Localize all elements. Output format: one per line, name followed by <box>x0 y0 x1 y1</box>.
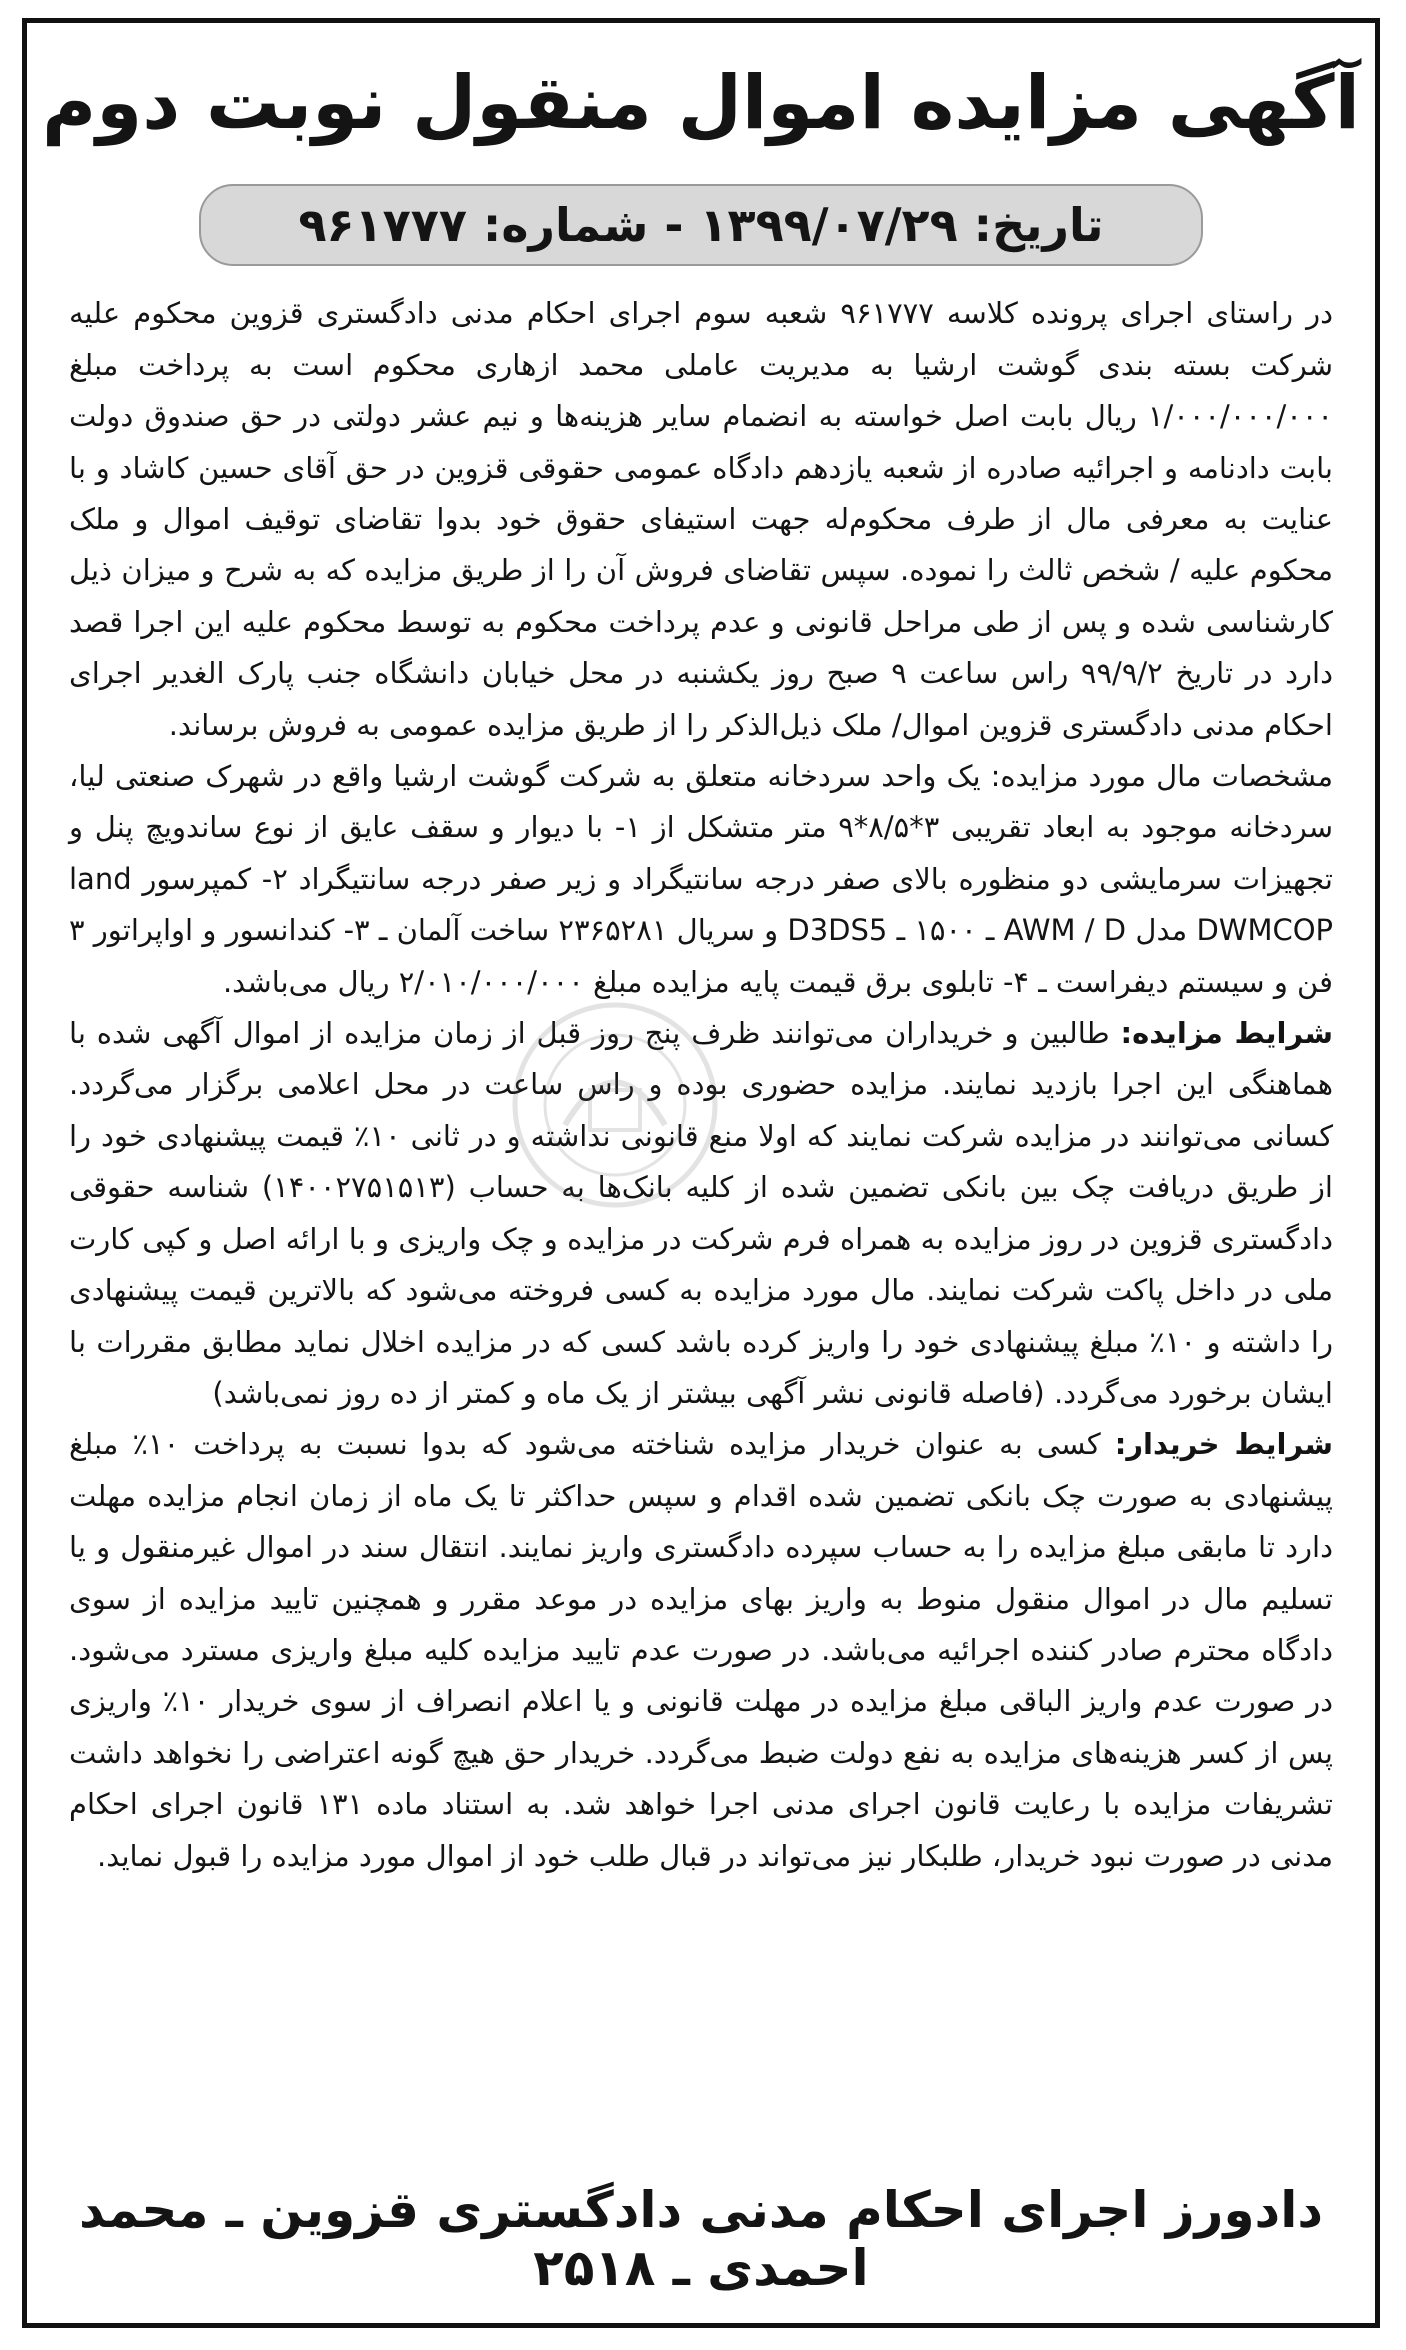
paragraph-intro: در راستای اجرای پرونده کلاسه ۹۶۱۷۷۷ شعبه سوم اجرای احکام مدنی دادگستری قزوین محکوم علیه شرکت بسته بندی گوشت ارشیا به مدیریت عاملی محمد ازهاری محکوم است به پرداخت مبلغ ۱/۰۰۰/۰۰۰/۰۰۰ ریال بابت اصل خواسته به انضمام سایر هزینه‌ها و نیم عشر دولتی در حق صندوق دولت بابت دادنامه و اجرائیه صادره از شعبه یازدهم دادگاه عمومی حقوقی قزوین در حق آقای حسین کاشاد و با عنایت به معرفی مال از طرف محکوم‌له جهت استیفای حقوق خود بدوا تقاضای توقیف اموال و ملک محکوم علیه / شخص ثالث را نموده. سپس تقاضای فروش آن را از طریق مزایده که به شرح و میزان ذیل کارشناسی شده و پس از طی مراحل قانونی و عدم پرداخت محکوم به توسط محکوم علیه این اجرا قصد دارد در تاریخ ۹۹/۹/۲ راس ساعت ۹ صبح روز یکشنبه در محل خیابان دانشگاه جنب پارک الغدیر اجرای احکام مدنی دادگستری قزوین اموال/ ملک ذیل‌الذکر را از طریق مزایده عمومی به فروش برساند. <box>69 296 1334 742</box>
paragraph-auction-terms <box>69 1008 1333 1419</box>
notice-body <box>27 266 1375 1882</box>
buyer-terms-heading: شرایط خریدار: <box>1114 1427 1333 1462</box>
paragraph-buyer-terms <box>69 1419 1333 1882</box>
auction-terms-text: طالبین و خریداران می‌توانند ظرف پنج روز قبل از زمان مزایده از اموال آگهی شده با هماهنگی این اجرا بازدید نمایند. مزایده حضوری بوده و راس ساعت در محل اعلامی برگزار می‌گردد. کسانی می‌توانند در مزایده شرکت نمایند که اولا منع قانونی نداشته و در ثانی ۱۰٪ قیمت پیشنهادی خود را از طریق دریافت چک بین بانکی تضمین شده از کلیه بانک‌ها به حساب (۱۴۰۰۲۷۵۱۵۱۳) شناسه حقوقی دادگستری قزوین در روز مزایده به همراه فرم شرکت در مزایده و چک واریزی و با ارائه اصل و کپی کارت ملی در داخل پاکت شرکت نمایند. مال مورد مزایده به کسی فروخته می‌شود که بالاترین قیمت پیشنهادی را داشته و ۱۰٪ مبلغ پیشنهادی خود را واریز کرده باشد کسی که در مزایده اخلال نماید مطابق مقررات با ایشان برخورد می‌گردد. (فاصله قانونی نشر آگهی بیشتر از یک ماه و کمتر از ده روز نمی‌باشد) <box>69 1016 1334 1410</box>
auction-terms-heading: شرایط مزایده: <box>1120 1016 1333 1051</box>
buyer-terms-text: کسی به عنوان خریدار مزایده شناخته می‌شود که بدوا نسبت به پرداخت ۱۰٪ مبلغ پیشنهادی به صورت چک بانکی تضمین شده اقدام و سپس حداکثر تا یک ماه از زمان انجام مزایده مهلت دارد تا مابقی مبلغ مزایده را به حساب سپرده دادگستری واریز نمایند. انتقال سند در اموال غیرمنقول و یا تسلیم مال در اموال منقول منوط به واریز بهای مزایده در موعد مقرر و همچنین تایید مزایده از سوی دادگاه محترم صادر کننده اجرائیه می‌باشد. در صورت عدم تایید مزایده کلیه مبلغ واریزی مسترد می‌شود. در صورت عدم واریز الباقی مبلغ مزایده در مهلت قانونی و یا اعلام انصراف از سوی خریدار ۱۰٪ واریزی پس از کسر هزینه‌های مزایده به نفع دولت ضبط می‌گردد. خریدار حق هیچ گونه اعتراضی را نخواهد داشت تشریفات مزایده با رعایت قانون اجرای مدنی اجرا خواهد شد. به استناد ماده ۱۳۱ قانون اجرای احکام مدنی در صورت نبود خریدار، طلبکار نیز می‌تواند در قبال طلب خود از اموال مورد مزایده را قبول نماید. <box>69 1427 1334 1873</box>
notice-frame <box>22 18 1380 2328</box>
notice-title: آگهی مزایده اموال منقول نوبت دوم <box>42 60 1360 146</box>
date-number-box: تاریخ: ۱۳۹۹/۰۷/۲۹ - شماره: ۹۶۱۷۷۷ <box>199 184 1203 266</box>
signature-footer: دادورز اجرای احکام مدنی دادگستری قزوین ـ محمد احمدی ـ ۲۵۱۸ <box>79 2181 1323 2297</box>
paragraph-property-specs: مشخصات مال مورد مزایده: یک واحد سردخانه متعلق به شرکت گوشت ارشیا واقع در شهرک صنعتی لیا، سردخانه موجود به ابعاد تقریبی ۳*۸/۵*۹ متر متشکل از ۱- با دیوار و سقف عایق از نوع ساندویچ پنل و تجهیزات سرمایشی دو منظوره بالای صفر درجه سانتیگراد و زیر صفر درجه سانتیگراد ۲- کمپرسور land DWMCOP مدل AWM / D ـ ۱۵۰۰ ـ D3DS5 و سریال ۲۳۶۵۲۸۱ ساخت آلمان ـ ۳- کندانسور و اواپراتور ۳ فن و سیستم دیفراست ـ ۴- تابلوی برق قیمت پایه مزایده مبلغ ۲/۰۱۰/۰۰۰/۰۰۰ ریال می‌باشد. <box>69 759 1334 999</box>
